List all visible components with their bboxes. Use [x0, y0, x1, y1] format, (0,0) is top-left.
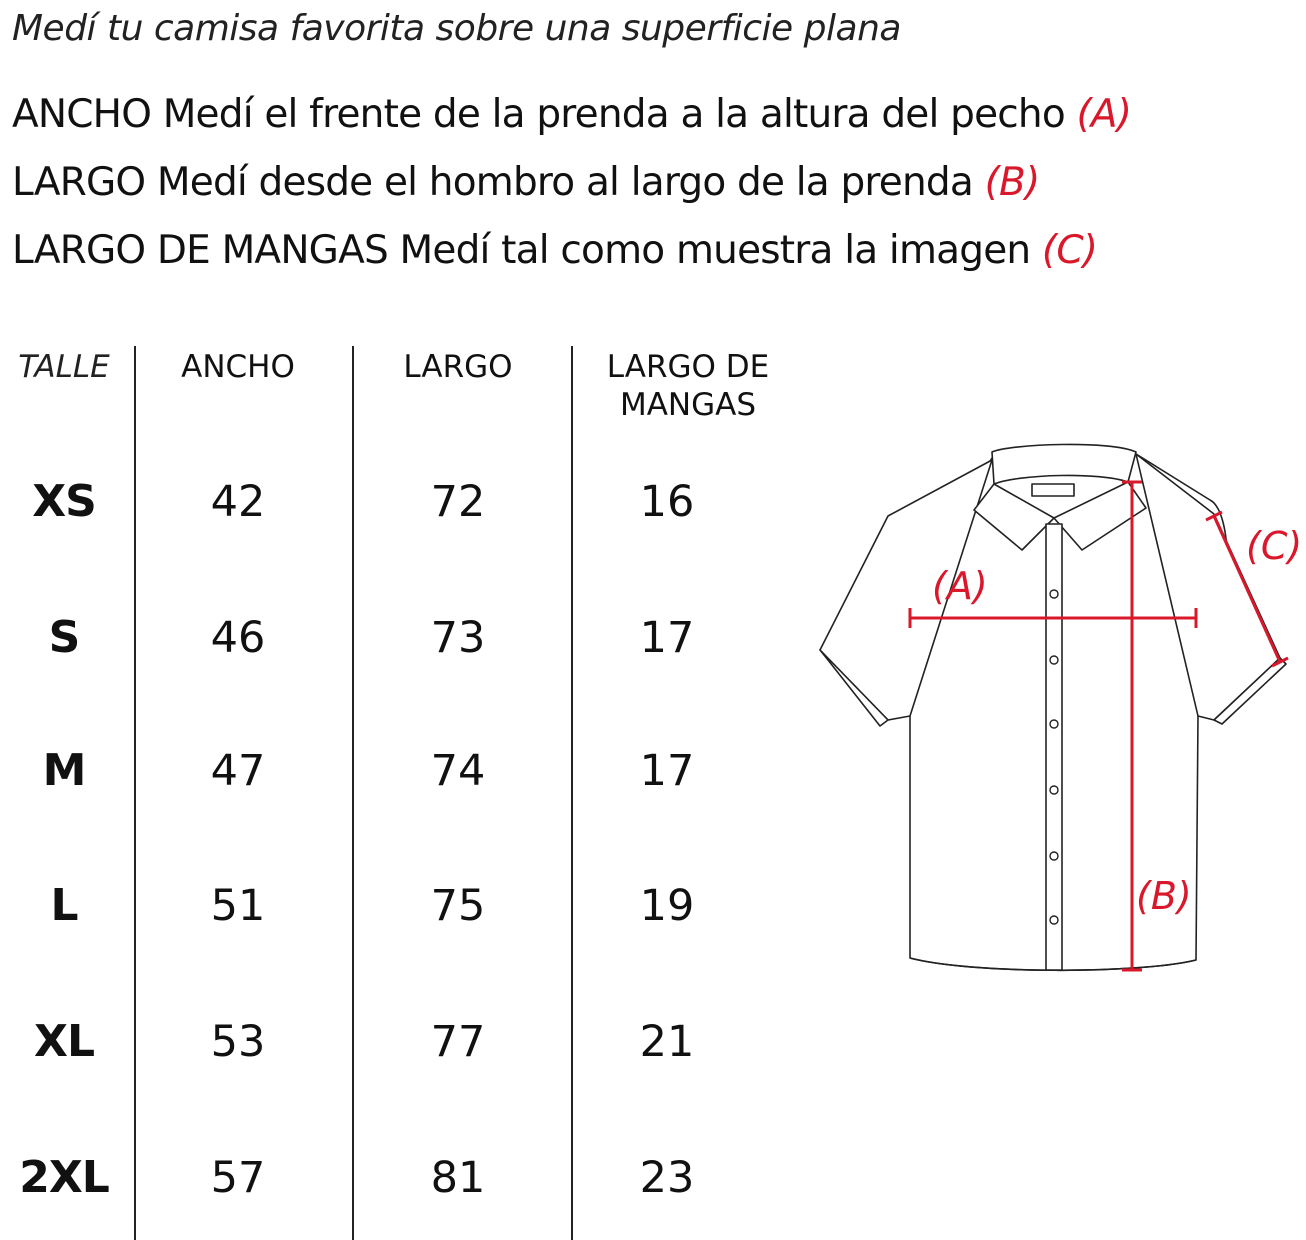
largo-cell: 75 — [430, 881, 486, 931]
size-cell: S — [48, 612, 80, 663]
size-cell: L — [50, 880, 78, 931]
size-cell: XS — [32, 476, 96, 527]
header-line: LARGO DE — [606, 349, 770, 385]
instruction-key: LARGO DE MANGAS — [12, 228, 388, 273]
mangas-cell: 19 — [639, 881, 695, 931]
mangas-cell: 17 — [639, 613, 695, 663]
size-cell: M — [42, 745, 86, 796]
header-largo: LARGO — [403, 349, 513, 385]
ancho-cell: 51 — [210, 881, 266, 931]
header-line: MANGAS — [619, 387, 757, 423]
ancho-cell: 57 — [210, 1153, 266, 1203]
button — [1050, 656, 1058, 664]
shirt-illustration — [810, 430, 1306, 990]
header-talle: TALLE — [18, 349, 110, 385]
ancho-cell: 46 — [210, 613, 266, 663]
mangas-cell: 21 — [639, 1017, 695, 1067]
button — [1050, 786, 1058, 794]
ancho-cell: 42 — [210, 477, 266, 527]
column-divider — [352, 346, 354, 1240]
instruction-ref: (B) — [984, 160, 1040, 205]
ancho-cell: 53 — [210, 1017, 266, 1067]
header-ancho: ANCHO — [181, 349, 295, 385]
label-a: (A) — [932, 564, 988, 608]
largo-cell: 72 — [430, 477, 486, 527]
largo-cell: 77 — [430, 1017, 486, 1067]
button — [1050, 590, 1058, 598]
label-c: (C) — [1246, 524, 1303, 568]
collar-tag — [1032, 484, 1074, 496]
header-largo-mangas — [578, 348, 798, 424]
instruction-text: Medí el frente de la prenda a la altura del pecho — [151, 92, 1077, 137]
instruction-largo — [12, 160, 1039, 205]
instruction-ancho — [12, 92, 1131, 137]
instruction-text: Medí tal como muestra la imagen — [387, 228, 1042, 273]
mangas-cell: 17 — [639, 746, 695, 796]
instruction-largo-mangas — [12, 228, 1097, 273]
column-divider — [571, 346, 573, 1240]
mangas-cell: 16 — [639, 477, 695, 527]
largo-cell: 73 — [430, 613, 486, 663]
label-b: (B) — [1136, 874, 1192, 918]
largo-cell: 74 — [430, 746, 486, 796]
ancho-cell: 47 — [210, 746, 266, 796]
size-cell: XL — [34, 1016, 94, 1067]
column-divider — [134, 346, 136, 1240]
size-cell: 2XL — [19, 1152, 109, 1203]
largo-cell: 81 — [430, 1153, 486, 1203]
instruction-ref: (C) — [1041, 228, 1098, 273]
instruction-ref: (A) — [1076, 92, 1132, 137]
button — [1050, 720, 1058, 728]
instruction-key: LARGO — [12, 160, 146, 205]
instruction-text: Medí desde el hombro al largo de la prenda — [145, 160, 985, 205]
mangas-cell: 23 — [639, 1153, 695, 1203]
button — [1050, 916, 1058, 924]
intro-text: Medí tu camisa favorita sobre una superficie plana — [12, 8, 901, 49]
instruction-key: ANCHO — [12, 92, 152, 137]
shirt-diagram — [810, 430, 1306, 990]
button — [1050, 852, 1058, 860]
